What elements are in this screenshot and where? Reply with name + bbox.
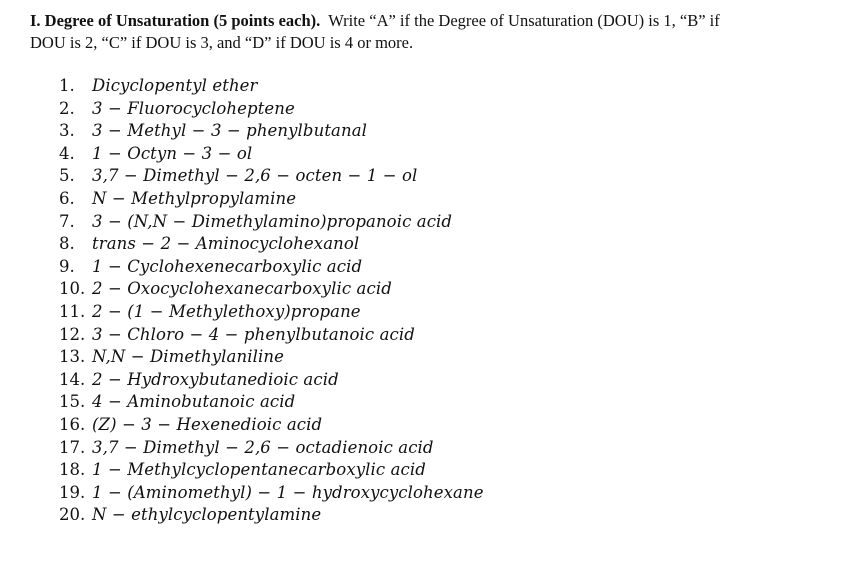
compound-name: N − Methylpropylamine bbox=[92, 188, 297, 208]
question-item bbox=[59, 143, 484, 166]
question-item bbox=[59, 369, 484, 392]
question-number: 2. bbox=[59, 98, 75, 118]
question-item bbox=[59, 437, 484, 460]
question-item bbox=[59, 233, 484, 256]
instructions-text-line2: DOU is 2, “C” if DOU is 3, and “D” if DOU is 4 or more. bbox=[30, 33, 414, 52]
compound-name: 2 − (1 − Methylethoxy)propane bbox=[92, 301, 361, 321]
question-number: 5. bbox=[59, 166, 75, 186]
question-number: 7. bbox=[59, 211, 75, 231]
compound-name: 3 − (N,N − Dimethylamino)propanoic acid bbox=[92, 211, 453, 231]
question-number: 17. bbox=[59, 437, 86, 457]
compound-name: 1 − Methylcyclopentanecarboxylic acid bbox=[92, 460, 426, 480]
question-item bbox=[59, 414, 484, 437]
question-number: 8. bbox=[59, 234, 75, 254]
question-item bbox=[59, 256, 484, 279]
compound-name: Dicyclopentyl ether bbox=[92, 76, 258, 95]
compound-name: 3 − Fluorocycloheptene bbox=[92, 98, 295, 118]
question-number: 12. bbox=[59, 324, 86, 344]
question-item bbox=[59, 391, 484, 414]
question-list bbox=[59, 75, 484, 527]
question-item bbox=[59, 98, 484, 121]
compound-name: 4 − Aminobutanoic acid bbox=[92, 392, 296, 412]
question-number: 19. bbox=[59, 482, 86, 502]
compound-name: 3 − Chloro − 4 − phenylbutanoic acid bbox=[92, 324, 415, 344]
compound-name: 3 − Methyl − 3 − phenylbutanal bbox=[92, 121, 368, 141]
question-item bbox=[59, 120, 484, 143]
question-item bbox=[59, 75, 484, 98]
question-item bbox=[59, 165, 484, 188]
question-number: 14. bbox=[59, 369, 86, 389]
section-heading: I. Degree of Unsaturation (5 points each). bbox=[30, 11, 321, 30]
question-number: 11. bbox=[59, 301, 86, 321]
compound-name: N − ethylcyclopentylamine bbox=[92, 505, 322, 525]
compound-name: 1 − Cyclohexenecarboxylic acid bbox=[92, 256, 363, 276]
compound-name: (Z) − 3 − Hexenedioic acid bbox=[92, 414, 323, 434]
compound-name: 1 − (Aminomethyl) − 1 − hydroxycyclohexane bbox=[92, 482, 484, 502]
compound-name: 2 − Hydroxybutanedioic acid bbox=[92, 369, 339, 389]
question-number: 3. bbox=[59, 121, 75, 141]
question-item bbox=[59, 459, 484, 482]
compound-name: N,N − Dimethylaniline bbox=[92, 347, 284, 367]
compound-name: 1 − Octyn − 3 − ol bbox=[92, 143, 253, 163]
instructions-paragraph bbox=[30, 10, 852, 54]
question-item bbox=[59, 211, 484, 234]
question-number: 20. bbox=[59, 505, 86, 525]
question-item bbox=[59, 346, 484, 369]
compound-name: trans − 2 − Aminocyclohexanol bbox=[92, 234, 360, 254]
question-number: 6. bbox=[59, 188, 75, 208]
compound-name: 3,7 − Dimethyl − 2,6 − octadienoic acid bbox=[92, 437, 434, 457]
question-item bbox=[59, 188, 484, 211]
compound-name: 3,7 − Dimethyl − 2,6 − octen − 1 − ol bbox=[92, 166, 418, 186]
question-number: 9. bbox=[59, 256, 75, 276]
question-number: 16. bbox=[59, 414, 86, 434]
question-item bbox=[59, 324, 484, 347]
question-number: 13. bbox=[59, 347, 86, 367]
question-number: 18. bbox=[59, 460, 86, 480]
compound-name: 2 − Oxocyclohexanecarboxylic acid bbox=[92, 279, 392, 299]
question-item bbox=[59, 278, 484, 301]
question-item bbox=[59, 482, 484, 505]
question-number: 15. bbox=[59, 392, 86, 412]
instructions-text-line1: Write “A” if the Degree of Unsaturation (DOU) is 1, “B” if bbox=[328, 11, 720, 30]
question-number: 4. bbox=[59, 143, 75, 163]
question-item bbox=[59, 504, 484, 527]
question-number: 1. bbox=[59, 76, 75, 95]
question-number: 10. bbox=[59, 279, 86, 299]
question-item bbox=[59, 301, 484, 324]
